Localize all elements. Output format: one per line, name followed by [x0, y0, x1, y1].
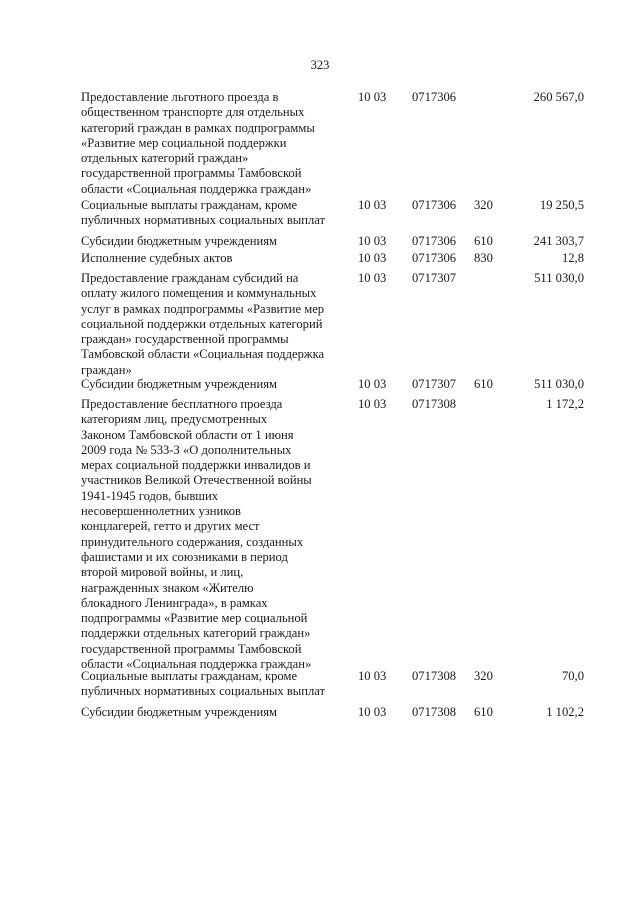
target-code: 0717306: [412, 251, 457, 265]
amount: 241 303,7: [533, 234, 584, 248]
description-line: блокадного Ленинграда», в рамках: [81, 595, 268, 610]
description-line: фашистами и их союзниками в период: [81, 549, 288, 564]
description-line: поддержки отдельных категорий граждан»: [81, 626, 311, 641]
description-line: 2009 года № 533-З «О дополнительных: [81, 442, 292, 457]
description-line: услуг в рамках подпрограммы «Развитие мер: [81, 301, 325, 316]
description-line: области «Социальная поддержка граждан»: [81, 181, 312, 196]
description-line: награжденных знаком «Жителю: [81, 580, 254, 595]
description-line: Социальные выплаты гражданам, кроме: [81, 669, 298, 683]
expense-type: 610: [474, 377, 493, 391]
target-code: 0717307: [412, 377, 457, 391]
target-code: 0717308: [412, 669, 457, 683]
description-line: Субсидии бюджетным учреждениям: [81, 705, 277, 719]
page-number: 323: [310, 58, 330, 72]
description-line: Субсидии бюджетным учреждениям: [81, 377, 277, 391]
description-line: общественном транспорте для отдельных: [81, 105, 305, 120]
description-line: Законом Тамбовской области от 1 июня: [81, 427, 294, 442]
amount: 70,0: [561, 669, 584, 683]
description-line: государственной программы Тамбовской: [81, 641, 302, 656]
description-line: социальной поддержки отдельных категорий: [81, 316, 323, 331]
section-code: 10 03: [358, 705, 387, 719]
row-description: [81, 669, 343, 700]
section-code: 10 03: [358, 377, 387, 391]
description-line: области «Социальная поддержка граждан»: [81, 657, 312, 672]
amount: 1 102,2: [546, 705, 584, 719]
expense-type: 610: [474, 234, 493, 248]
target-code: 0717306: [412, 198, 457, 212]
target-code: 0717306: [412, 234, 457, 248]
description-line: концлагерей, гетто и других мест: [81, 519, 260, 534]
row-description: [81, 377, 343, 392]
description-line: «Развитие мер социальной поддержки: [81, 135, 287, 150]
row-description: [81, 251, 343, 266]
description-line: отдельных категорий граждан»: [81, 151, 249, 166]
expense-type: 830: [474, 251, 493, 265]
description-line: Социальные выплаты гражданам, кроме: [81, 198, 298, 212]
row-description: [81, 90, 343, 197]
amount: 511 030,0: [534, 377, 584, 391]
section-code: 10 03: [358, 198, 387, 212]
description-line: публичных нормативных социальных выплат: [81, 684, 326, 699]
section-code: 10 03: [358, 251, 387, 265]
description-line: Субсидии бюджетным учреждениям: [81, 234, 277, 248]
description-line: публичных нормативных социальных выплат: [81, 213, 326, 228]
description-line: Тамбовской области «Социальная поддержка: [81, 347, 325, 362]
description-line: участников Великой Отечественной войны: [81, 473, 312, 488]
description-line: 1941-1945 годов, бывших: [81, 488, 218, 503]
row-description: [81, 397, 343, 672]
row-description: [81, 198, 343, 229]
description-line: Предоставление гражданам субсидий на: [81, 271, 299, 285]
target-code: 0717308: [412, 705, 457, 719]
expense-type: 320: [474, 669, 493, 683]
amount: 19 250,5: [539, 198, 584, 212]
expense-type: 320: [474, 198, 493, 212]
target-code: 0717306: [412, 90, 457, 104]
amount: 511 030,0: [534, 271, 584, 285]
description-line: мерах социальной поддержки инвалидов и: [81, 458, 311, 473]
description-line: категориям лиц, предусмотренных: [81, 412, 268, 427]
section-code: 10 03: [358, 271, 387, 285]
section-code: 10 03: [358, 397, 387, 411]
description-line: несовершеннолетних узников: [81, 504, 241, 519]
amount: 1 172,2: [546, 397, 584, 411]
description-line: второй мировой войны, и лиц,: [81, 565, 244, 580]
amount: 12,8: [561, 251, 584, 265]
row-description: [81, 234, 343, 249]
description-line: категорий граждан в рамках подпрограммы: [81, 120, 315, 135]
target-code: 0717307: [412, 271, 457, 285]
section-code: 10 03: [358, 90, 387, 104]
description-line: граждан»: [81, 362, 132, 377]
description-line: оплату жилого помещения и коммунальных: [81, 286, 317, 301]
description-line: Исполнение судебных актов: [81, 251, 233, 265]
description-line: Предоставление бесплатного проезда: [81, 397, 283, 411]
description-line: государственной программы Тамбовской: [81, 166, 302, 181]
row-description: [81, 705, 343, 720]
description-line: Предоставление льготного проезда в: [81, 90, 279, 104]
section-code: 10 03: [358, 669, 387, 683]
row-description: [81, 271, 343, 378]
description-line: принудительного содержания, созданных: [81, 534, 304, 549]
description-line: граждан» государственной программы: [81, 332, 289, 347]
target-code: 0717308: [412, 397, 457, 411]
amount: 260 567,0: [533, 90, 584, 104]
expense-type: 610: [474, 705, 493, 719]
description-line: подпрограммы «Развитие мер социальной: [81, 611, 308, 626]
section-code: 10 03: [358, 234, 387, 248]
